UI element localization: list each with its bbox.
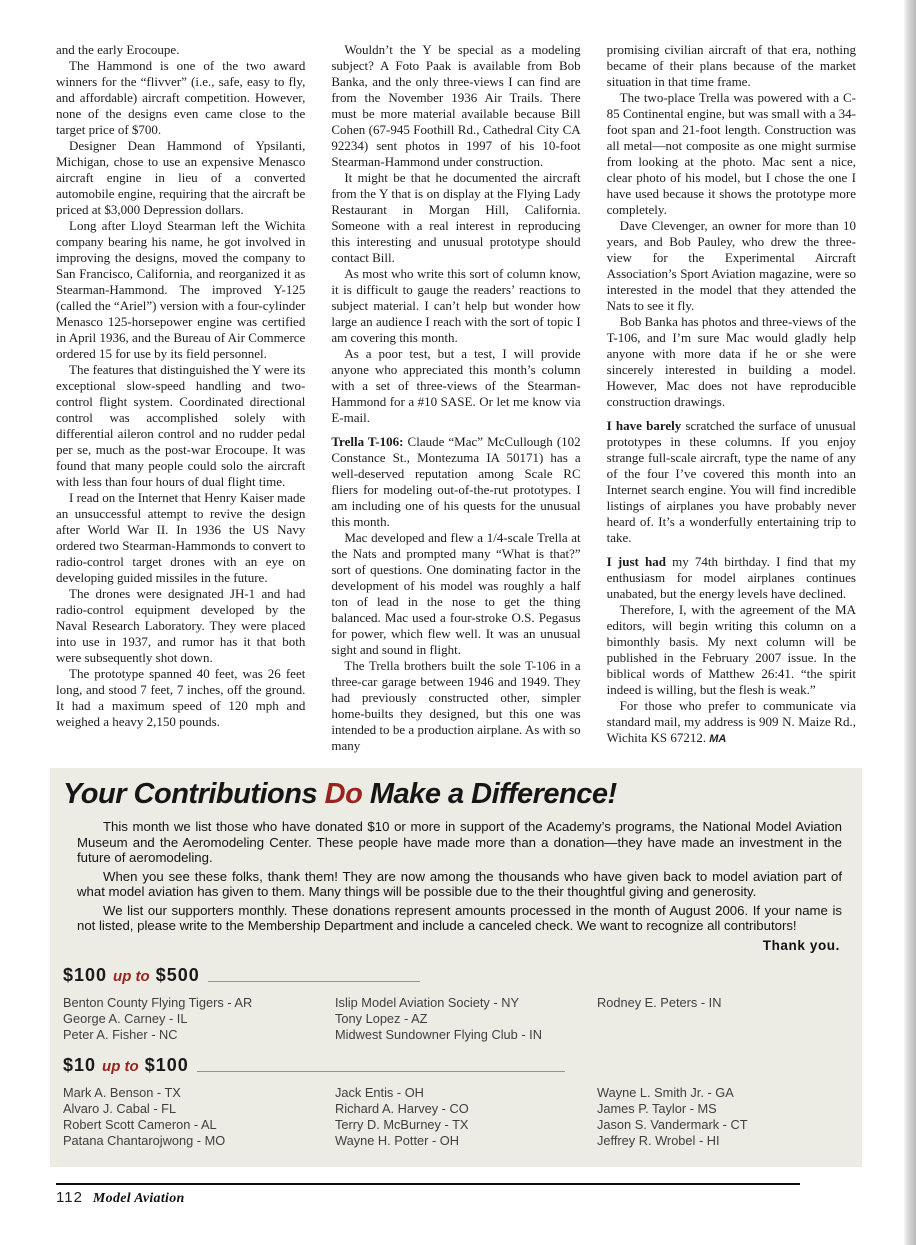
tier-range-word: up to [102,1057,139,1075]
paragraph: Mac developed and flew a 1/4-scale Trella at the Nats and prompted many “What is that?” sort of questions. One dominating factor in the development of his model was roughly a half ton of lead in the nose to get the thing balanced. Mac used a four-stroke O.S. Pegasus for power, which flew well. It was an unusual sight and sound in flight. [331,530,581,657]
contributions-title-pre: Your Contributions [63,778,325,810]
donor-name: Benton County Flying Tigers - AR [63,994,253,1010]
paragraph: I just had my 74th birthday. I find that my enthusiasm for model airplanes continues unabated, but the energy levels have declined. [606,554,856,601]
donor-columns [63,1085,842,1149]
donor-name: Patana Chantarojwong - MO [63,1132,226,1148]
article-column-1 [56,42,305,754]
paragraph: It might be that he documented the aircraft from the Y that is on display at the Flying Lady Restaurant in Morgan Hill, California. Someone with a real interest in reproducing this interesting and unusual prototype should contact Bill. [331,170,581,265]
donor-column-2 [335,995,597,1043]
paragraph-lead: Trella T-106: [331,434,408,449]
magazine-logo: Model Aviation [92,1190,185,1206]
donor-columns [63,995,842,1043]
paragraph: Designer Dean Hammond of Ypsilanti, Michigan, chose to use an expensive Menasco aircraft engine in lieu of a converted automobile engine, requiring that the aircraft be priced at $3,000 Depression dollars. [56,138,306,217]
paragraph: When you see these folks, thank them! They are now among the thousands who have given back to model aviation part of what model aviation has given to them. Many things will be possible due to the their thoughtful giving and generosity. [77,868,842,899]
paragraph: Trella T-106: Claude “Mac” McCullough (102 Constance St., Montezuma IA 50171) has a well-deserved reputation among Scale RC fliers for modeling out-of-the-rut prototypes. I am including one of his quests for the unusual this month. [331,434,581,529]
donor-name: Jack Entis - OH [335,1084,424,1100]
donor-name: Mark A. Benson - TX [63,1084,181,1100]
tier-rule-line [208,981,420,982]
donor-column-3 [597,1085,842,1149]
paragraph: Therefore, I, with the agreement of the MA editors, will begin writing this column on a bimonthly basis. My next column will be published in the February 2007 issue. In the biblical words of Matthew 26:41. “the spirit indeed is willing, but the flesh is weak.” [606,602,856,697]
paragraph: The prototype spanned 40 feet, was 26 feet long, and stood 7 feet, 7 inches, off the ground. It had a maximum speed of 120 mph and weighed a heavy 2,150 pounds. [56,666,306,729]
page-number: 112 [56,1188,83,1206]
paragraph: For those who prefer to communicate via standard mail, my address is 909 N. Maize Rd., Wichita KS 67212. MA [606,698,856,745]
paragraph: The Trella brothers built the sole T-106 in a three-car garage between 1946 and 1949. They had previously constructed other, simpler home-builts they designed, but this one was intended to be a production airplane. As with so many [331,658,581,753]
donor-name: Robert Scott Cameron - AL [63,1116,217,1132]
donor-name: Jason S. Vandermark - CT [597,1116,748,1132]
paragraph: promising civilian aircraft of that era, nothing became of their plans because of the market situation in that time frame. [606,42,856,89]
contributions-title-post: Make a Difference! [362,778,617,810]
page-edge-scan-shadow [904,0,916,1245]
donor-column-1 [63,1085,335,1149]
tier-amount-high: $100 [144,1054,189,1075]
donor-name: George A. Carney - IL [63,1010,188,1026]
paragraph: Long after Lloyd Stearman left the Wichita company bearing his name, he got involved in improving the designs, moved the company to San Francisco, California, and reorganized it as Stearman-Hammond. The improved Y-125 (called the “Ariel”) version with a four-cylinder Menasco 125-horsepower engine was certified in April 1936, and the Bureau of Air Commerce ordered 15 for use by its field personnel. [56,218,306,361]
donor-name: Alvaro J. Cabal - FL [63,1100,177,1116]
paragraph: and the early Erocoupe. [56,42,180,57]
donor-name: Jeffrey R. Wrobel - HI [597,1132,720,1148]
paragraph: The Hammond is one of the two award winners for the “flivver” (i.e., safe, easy to fly, and affordable) aircraft competition. However, none of the designs even came close to the target price of $700. [56,58,306,137]
donor-name: Midwest Sundowner Flying Club - IN [335,1026,542,1042]
article-columns [56,42,856,754]
tier-rule-line [197,1071,565,1072]
donor-name: Wayne L. Smith Jr. - GA [597,1084,734,1100]
paragraph: As most who write this sort of column know, it is difficult to gauge the readers’ reactions to subject material. I can’t help but wonder how large an audience I reach with the sort of topic I am covering this month. [331,266,581,345]
donor-name: Peter A. Fisher - NC [63,1026,178,1042]
contributions-title-highlight: Do [324,778,363,810]
donor-name: Terry D. McBurney - TX [335,1116,469,1132]
paragraph: The two-place Trella was powered with a C-85 Continental engine, but was small with a 34-foot span and 21-foot length. Construction was all metal—not composite as one might surmise from looking at the photo. Mac sent a nice, clear photo of his model, but I chose the one I have used because it shows the prototype more completely. [606,90,856,217]
article-column-3 [607,42,856,754]
paragraph: We list our supporters monthly. These donations represent amounts processed in the month of August 2006. If your name is not listed, please write to the Membership Department and include a canceled check. We want to recognize all contributors! [77,902,842,933]
donor-name: Tony Lopez - AZ [335,1010,428,1026]
tier-heading-100-500 [63,965,420,986]
donor-column-3 [597,995,842,1043]
paragraph: Dave Clevenger, an owner for more than 10 years, and Bob Pauley, who drew the three-view for the Experimental Aircraft Association’s Sport Aviation magazine, were so interested in the model that they attended the Nats to see it fly. [606,218,856,313]
tier-amount-low: $100 [63,964,108,985]
thank-you-text: Thank you. [762,937,840,953]
donation-tier-10-100 [63,1055,842,1149]
paragraph: This month we list those who have donated $10 or more in support of the Academy’s programs, the National Model Aviation Museum and the Aeromodeling Center. These people have made more than a donation—they have made an investment in the future of aeromodeling. [77,819,842,865]
donor-name: James P. Taylor - MS [597,1100,717,1116]
paragraph: As a poor test, but a test, I will provide anyone who appreciated this month’s column with a set of three-views of the Stearman-Hammond for a #10 SASE. Or let me know via E-mail. [331,346,581,425]
contributions-section [50,768,862,1167]
tier-amount-high: $500 [155,964,200,985]
page-footer [56,1183,800,1233]
donor-name: Wayne H. Potter - OH [335,1132,459,1148]
donor-column-1 [63,995,335,1043]
ma-logo: MA [706,733,727,745]
paragraph: Bob Banka has photos and three-views of the T-106, and I’m sure Mac would gladly help anyone with more data if he or she were sincerely interested in building a model. However, Mac does not have reproducible construction drawings. [606,314,856,409]
paragraph: I have barely scratched the surface of unusual prototypes in these columns. If you enjoy strange full-scale aircraft, type the name of any of the four I’ve covered this month into an Internet search engine. You will find incredible listings of airplanes you have probably never heard of. It’s a wonderfully entertaining trip to take. [606,418,856,545]
paragraph: I read on the Internet that Henry Kaiser made an unsuccessful attempt to revive the design after World War II. In 1936 the US Navy ordered two Stearman-Hammonds to convert to radio-control target drones with an eye on developing guided missiles in the future. [56,490,306,585]
donor-name: Islip Model Aviation Society - NY [335,994,519,1010]
tier-amount-low: $10 [63,1054,97,1075]
paragraph: The features that distinguished the Y were its exceptional slow-speed handling and two-control flight system. Coordinated directional control was accomplished solely with differential aileron control and no rudder pedal per se, much as the post-war Erocoupe. It was found that many people could solo the aircraft with less than four hours of dual flight time. [56,362,306,489]
donation-tier-100-500 [63,965,842,1043]
paragraph-lead: I just had [606,554,673,569]
tier-heading-10-100 [63,1055,565,1076]
contributions-title [63,778,842,811]
donor-name: Rodney E. Peters - IN [597,994,722,1010]
paragraph-lead: I have barely [606,418,686,433]
paragraph: Wouldn’t the Y be special as a modeling subject? A Foto Paak is available from Bob Banka, and the only three-views I can find are from the November 1936 Air Trails. There must be more material available because Bill Cohen (67-945 Foothill Rd., Cathedral City CA 92234) sent photos in 1997 of his 10-foot Stearman-Hammond under construction. [331,42,581,169]
paragraph: The drones were designated JH-1 and had radio-control equipment developed by the Naval Research Laboratory. They were placed into use in 1937, and rumor has it that both were subsequently shot down. [56,586,306,665]
donor-column-2 [335,1085,597,1149]
contributions-intro [77,819,842,934]
tier-range-word: up to [113,967,150,985]
article-column-2 [331,42,580,754]
donor-name: Richard A. Harvey - CO [335,1100,469,1116]
